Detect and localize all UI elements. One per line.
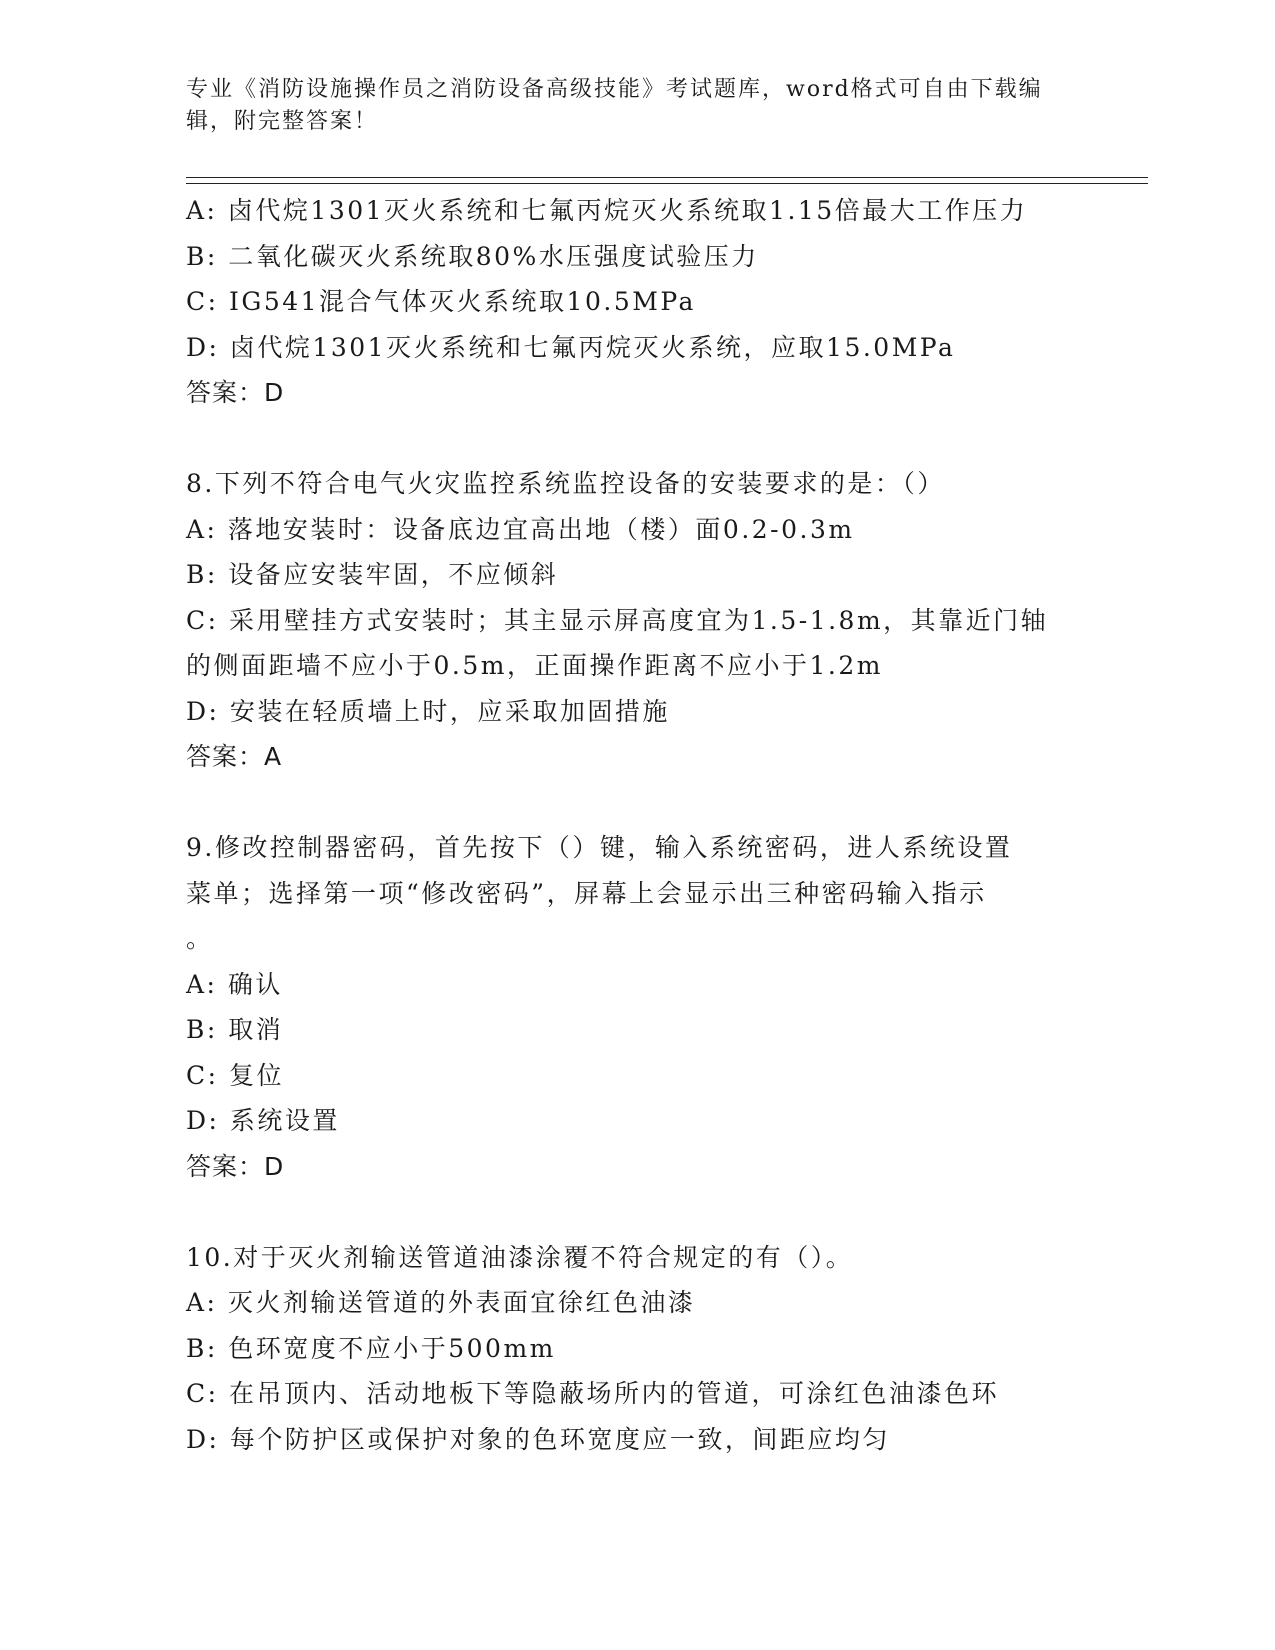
option-c: C: 采用壁挂方式安装时；其主显示屏高度宜为1.5-1.8m，其靠近门轴: [186, 605, 1049, 635]
spacer: [186, 416, 1086, 462]
question-text-line-1: 9.修改控制器密码，首先按下（）键，输入系统密码，进人系统设置: [186, 833, 1013, 862]
option-d: D: 卤代烷1301灭火系统和七氟丙烷灭火系统，应取15.0MPa: [186, 332, 956, 362]
option-a: A: 灭火剂输送管道的外表面宜徐红色油漆: [186, 1288, 696, 1317]
option-d: D: 安装在轻质墙上时，应采取加固措施: [186, 696, 670, 726]
question-10: [186, 1235, 1086, 1463]
header-divider-top: [186, 177, 1148, 178]
answer: 答案：A: [186, 742, 283, 771]
option-a: A: 确认: [186, 969, 283, 999]
question-list: [186, 188, 1086, 1462]
option-b: B: 设备应安装牢固，不应倾斜: [186, 560, 559, 589]
question-text-line-3: 。: [186, 924, 214, 953]
option-c: C: 在吊顶内、活动地板下等隐蔽场所内的管道，可涂红色油漆色环: [186, 1379, 1000, 1408]
option-b: B: 二氧化碳灭火系统取80%水压强度试验压力: [186, 241, 759, 271]
header-line-2: 辑，附完整答案！: [186, 109, 379, 134]
question-9: [186, 825, 1086, 1189]
option-d: D: 系统设置: [186, 1106, 340, 1135]
answer: 答案：D: [186, 1151, 285, 1181]
question-8: [186, 461, 1086, 780]
header-line-1: 专业《消防设施操作员之消防设备高级技能》考试题库，word格式可自由下载编: [186, 77, 1043, 102]
option-b: B: 取消: [186, 1015, 284, 1044]
option-c: C: 复位: [186, 1060, 284, 1090]
answer: 答案：D: [186, 378, 285, 407]
question-7: [186, 188, 1086, 416]
spacer: [186, 1189, 1086, 1235]
header-divider-bottom: [186, 183, 1148, 184]
option-a: A: 卤代烷1301灭火系统和七氟丙烷灭火系统取1.15倍最大工作压力: [186, 196, 1028, 225]
question-text: 8.下列不符合电气火灾监控系统监控设备的安装要求的是：（）: [186, 469, 945, 498]
question-text: 10.对于灭火剂输送管道油漆涂覆不符合规定的有（）。: [186, 1242, 854, 1272]
option-c-continued: 的侧面距墙不应小于0.5m，正面操作距离不应小于1.2m: [186, 651, 883, 680]
option-b: B: 色环宽度不应小于500mm: [186, 1333, 556, 1363]
option-c: C: IG541混合气体灭火系统取10.5MPa: [186, 287, 696, 316]
option-d: D: 每个防护区或保护对象的色环宽度应一致，间距应均匀: [186, 1424, 890, 1454]
option-a: A: 落地安装时：设备底边宜高出地（楼）面0.2-0.3m: [186, 514, 855, 544]
spacer: [186, 780, 1086, 826]
document-header: [186, 74, 1066, 138]
question-text-line-2: 菜单；选择第一项“修改密码”，屏幕上会显示出三种密码输入指示: [186, 878, 987, 908]
